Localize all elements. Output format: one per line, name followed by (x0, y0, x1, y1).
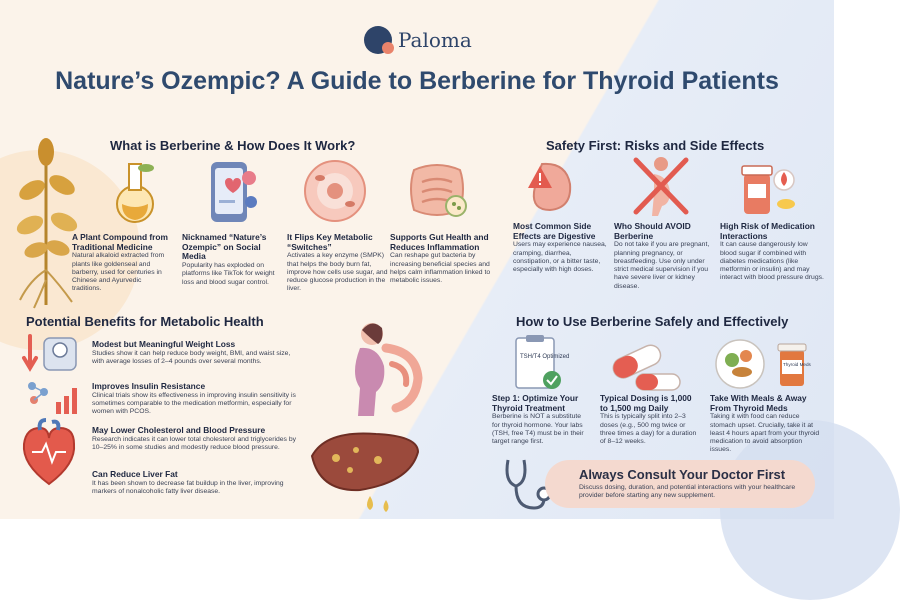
what-item-body: Activates a key enzyme (SMPK) that helps the body burn fat, improve how cells use sugar, and reduce glucose production in the liver. (287, 252, 388, 293)
what-item-body: Natural alkaloid extracted from plants like goldenseal and barberry, used for centuries in Chinese and Ayurvedic traditions. (72, 252, 165, 293)
section-heading-howto: How to Use Berberine Safely and Effectively (516, 314, 789, 329)
howto-item-body: This is typically split into 2–3 doses (e.g., 500 mg twice or three times a day) for a duration of 8–12 weeks. (600, 413, 697, 446)
what-item-4 (390, 233, 492, 285)
benefit-item-body: Studies show it can help reduce body weight, BMI, and waist size, with average losses of 2–4 pounds over several months. (92, 349, 291, 365)
capsule-icon (606, 340, 684, 392)
safety-item-body: Users may experience nausea, cramping, diarrhea, constipation, or a bitter taste, especially with high doses. (513, 241, 607, 274)
safety-item-title: High Risk of Medication Interactions (720, 221, 815, 241)
safety-item-title: Most Common Side Effects are Digestive (513, 221, 596, 241)
what-item-3 (287, 233, 389, 294)
what-item-2 (182, 233, 280, 287)
intestine-icon (404, 158, 470, 224)
safety-item-title: Who Should AVOID Berberine (614, 221, 691, 241)
howto-item-body: Taking it with food can reduce stomach upset. Crucially, take it at least 4 hours apart from your thyroid medication to avoid absorption issues. (710, 413, 820, 454)
what-item-title: It Flips Key Metabolic “Switches” (287, 232, 373, 252)
what-item-title: Supports Gut Health and Reduces Inflammation (390, 232, 489, 252)
section-heading-benefits: Potential Benefits for Metabolic Health (26, 314, 264, 329)
consult-body: Discuss dosing, duration, and potential interactions with your healthcare provider before starting any new supplement. (579, 484, 796, 500)
logo-mark-icon (364, 26, 392, 54)
insulin-chart-icon (22, 378, 82, 418)
safety-item-body: It can cause dangerously low blood sugar if combined with diabetes medications (like metformin or insulin) and may interact with blood pressure drugs. (720, 241, 824, 282)
consult-callout (545, 460, 815, 508)
meal-icon (710, 336, 810, 392)
liver-icon (306, 426, 426, 516)
what-item-title: A Plant Compound from Traditional Medicine (72, 232, 168, 252)
what-item-1 (72, 233, 172, 294)
howto-item-1 (492, 394, 590, 446)
section-heading-safety: Safety First: Risks and Side Effects (546, 138, 765, 153)
howto-item-title: Take With Meals & Away From Thyroid Meds (710, 393, 807, 413)
safety-item-3 (720, 222, 824, 283)
safety-item-body: Do not take if you are pregnant, planning pregnancy, or breastfeeding. Use only under strict medical supervision if you have severe liver or kidney disease. (614, 241, 710, 290)
scale-icon (22, 334, 80, 374)
benefit-item-title: Can Reduce Liver Fat (92, 469, 178, 479)
benefit-item-body: Clinical trials show its effectiveness in improving insulin sensitivity is sometimes comparable to the medication metformin, especially for women with PCOS. (92, 391, 296, 416)
pregnancy-no-icon (630, 154, 692, 218)
howto-item-body: Berberine is NOT a substitute for thyroid hormone. Your labs (TSH, free T4) must be in their target range first. (492, 413, 584, 446)
benefit-item-4 (92, 470, 302, 496)
what-item-body: Can reshape gut bacteria by increasing beneficial species and helps calm inflammation linked to metabolic issues. (390, 252, 491, 285)
what-item-body: Popularity has exploded on platforms like TikTok for weight loss and blood sugar control. (182, 261, 275, 286)
howto-item-title: Step 1: Optimize Your Thyroid Treatment (492, 393, 579, 413)
flask-icon (112, 158, 158, 224)
benefit-item-title: Modest but Meaningful Weight Loss (92, 339, 236, 349)
section-heading-what: What is Berberine & How Does It Work? (110, 138, 356, 153)
benefit-item-2 (92, 382, 306, 417)
phone-social-icon (205, 158, 261, 224)
clipboard-icon (512, 334, 570, 392)
brand-logo[interactable] (364, 26, 472, 54)
bottle-label: Thyroid Meds (783, 362, 811, 367)
consult-title: Always Consult Your Doctor First (579, 467, 786, 482)
safety-item-2 (614, 222, 718, 291)
benefit-item-title: May Lower Cholesterol and Blood Pressure (92, 425, 266, 435)
clipboard-label: TSH/T4 Optimized (520, 354, 570, 360)
howto-item-title: Typical Dosing is 1,000 to 1,500 mg Daily (600, 393, 692, 413)
woman-illustration (336, 318, 426, 418)
heart-icon (18, 420, 80, 490)
pill-bottle-icon (740, 156, 800, 218)
benefit-item-3 (92, 426, 302, 452)
brand-name: Paloma (398, 28, 472, 52)
benefit-item-1 (92, 340, 302, 366)
stomach-warning-icon (522, 158, 580, 216)
benefit-item-title: Improves Insulin Resistance (92, 381, 206, 391)
safety-item-1 (513, 222, 608, 274)
page-title: Nature’s Ozempic? A Guide to Berberine for Thyroid Patients (55, 67, 779, 95)
benefit-item-body: Research indicates it can lower total cholesterol and triglycerides by 10–25% in some studies and modestly reduce blood pressure. (92, 435, 297, 451)
howto-item-2 (600, 394, 700, 446)
what-item-title: Nicknamed “Nature’s Ozempic” on Social Media (182, 232, 267, 262)
benefit-item-body: It has been shown to decrease fat buildup in the liver, improving markers of nonalcoholic fatty liver disease. (92, 479, 284, 495)
cell-icon (302, 158, 368, 224)
howto-item-3 (710, 394, 822, 455)
